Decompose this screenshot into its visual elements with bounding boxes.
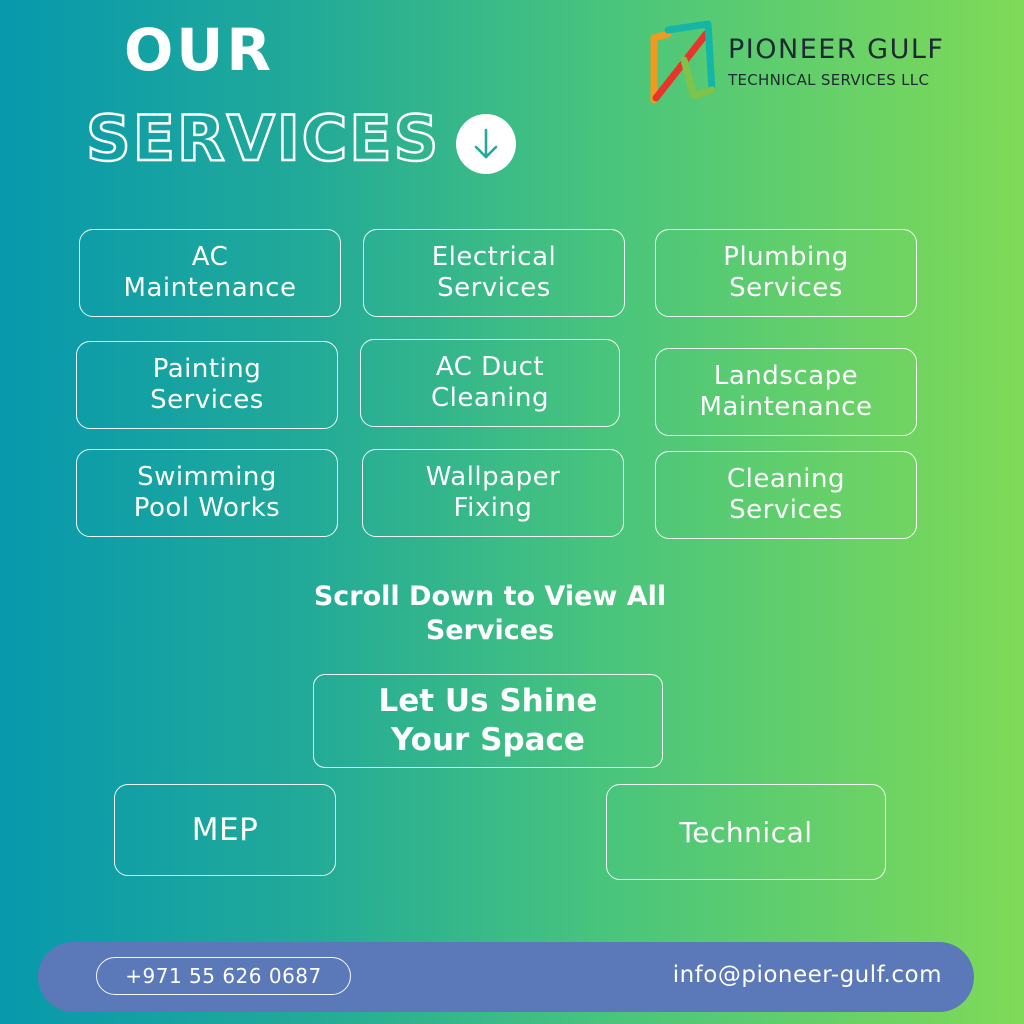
tagline-text: Let Us Shine Your Space (378, 683, 598, 758)
service-label: Wallpaper Fixing (425, 462, 561, 523)
logo-company-subtitle: TECHNICAL SERVICES LLC (728, 71, 930, 89)
service-label: Electrical Services (431, 242, 557, 303)
service-label: AC Duct Cleaning (431, 352, 549, 413)
service-label: Swimming Pool Works (133, 462, 281, 523)
service-painting[interactable] (76, 341, 338, 429)
scroll-down-button[interactable] (456, 114, 516, 174)
category-technical[interactable] (606, 784, 886, 880)
service-label: Landscape Maintenance (699, 361, 873, 422)
email-address[interactable]: info@pioneer-gulf.com (672, 962, 942, 988)
category-label: MEP (191, 811, 259, 848)
service-label: Plumbing Services (723, 242, 849, 303)
heading-our: OUR (124, 16, 275, 84)
service-landscape[interactable] (655, 348, 917, 436)
scroll-note: Scroll Down to View All Services (313, 581, 667, 646)
company-logo (648, 20, 978, 108)
contact-bar (38, 942, 974, 1012)
service-ac-duct-cleaning[interactable] (360, 339, 620, 427)
phone-number[interactable]: +971 55 626 0687 (96, 957, 351, 995)
service-label: AC Maintenance (123, 242, 297, 303)
service-plumbing[interactable] (655, 229, 917, 317)
arrow-down-icon (471, 127, 501, 161)
service-ac-maintenance[interactable] (79, 229, 341, 317)
service-wallpaper[interactable] (362, 449, 624, 537)
logo-company-name: PIONEER GULF (728, 34, 945, 65)
tagline-box (313, 674, 663, 768)
heading-services: SERVICES (86, 102, 441, 175)
service-swimming-pool[interactable] (76, 449, 338, 537)
category-label: Technical (679, 815, 813, 849)
service-cleaning[interactable] (655, 451, 917, 539)
logo-mark-icon (648, 20, 718, 106)
service-label: Painting Services (150, 354, 264, 415)
service-label: Cleaning Services (727, 464, 845, 525)
category-mep[interactable] (114, 784, 336, 876)
service-electrical[interactable] (363, 229, 625, 317)
